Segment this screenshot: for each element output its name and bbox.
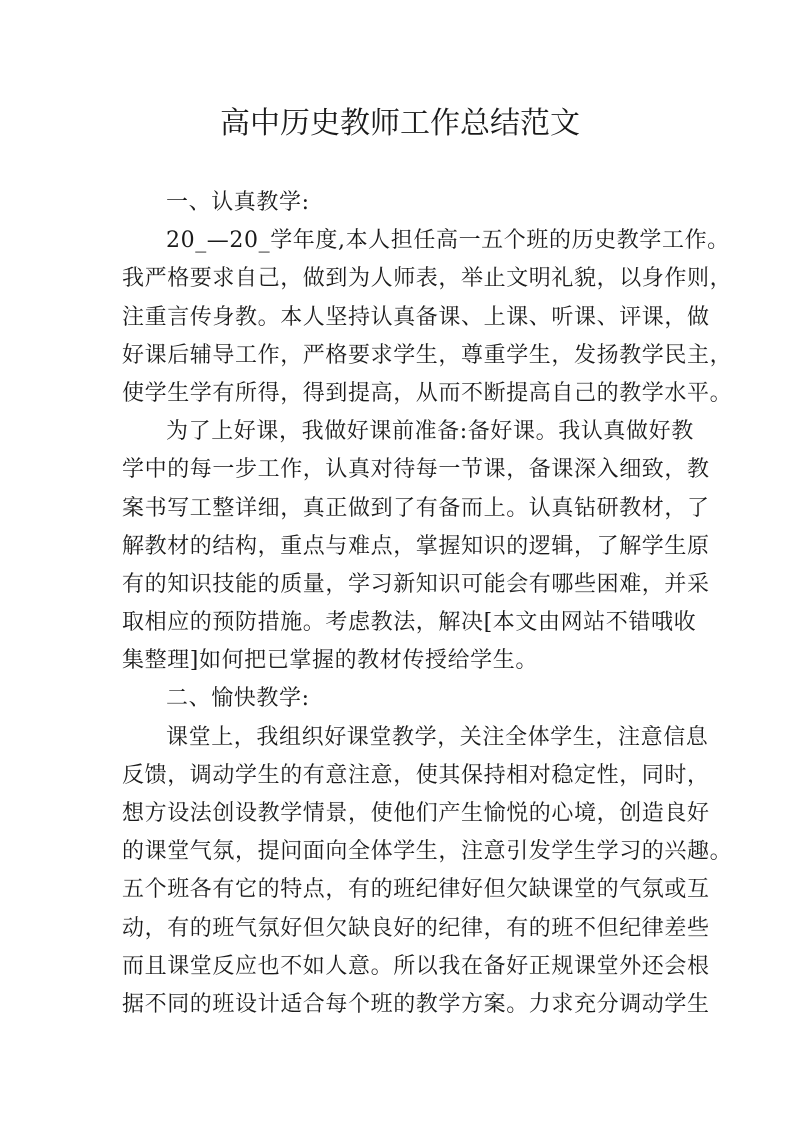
paragraph-line: 课堂上，我组织好课堂教学，关注全体学生，注意信息 <box>166 724 709 750</box>
paragraph-line: 动，有的班气氛好但欠缺良好的纪律，有的班不但纪律差些 <box>122 915 710 941</box>
paragraph-line: 而且课堂反应也不如人意。所以我在备好正规课堂外还会根 <box>122 953 710 979</box>
paragraph-line: 取相应的预防措施。考虑教法，解决[本文由网站不错哦收 <box>122 610 697 636</box>
paragraph-line: 使学生学有所得，得到提高，从而不断提高自己的教学水平。 <box>122 380 733 406</box>
paragraph-line: 反馈，调动学生的有意注意，使其保持相对稳定性，同时， <box>122 762 710 788</box>
document-body <box>122 184 733 1024</box>
paragraph-line: 想方设法创设教学情景，使他们产生愉悦的心境，创造良好 <box>122 801 710 826</box>
paragraph-line: 案书写工整详细，真正做到了有备而上。认真钻研教材，了 <box>122 495 710 521</box>
paragraph-line: 学中的每一步工作，认真对待每一节课，备课深入细致，教 <box>122 457 710 483</box>
section-heading: 一、认真教学: <box>166 190 310 215</box>
paragraph-line: 据不同的班设计适合每个班的教学方案。力求充分调动学生 <box>122 991 710 1017</box>
paragraph-line: 为了上好课，我做好课前准备:备好课。我认真做好教 <box>166 419 694 445</box>
paragraph-line: 好课后辅导工作，严格要求学生，尊重学生，发扬教学民主， <box>122 342 733 368</box>
paragraph-line: 的课堂气氛，提问面向全体学生，注意引发学生学习的兴趣。 <box>122 839 733 865</box>
document-title: 高中历史教师工作总结范文 <box>220 106 580 141</box>
paragraph-line: 有的知识技能的质量，学习新知识可能会有哪些困难，并采 <box>122 571 710 597</box>
paragraph-line: 注重言传身教。本人坚持认真备课、上课、听课、评课，做 <box>122 304 710 330</box>
paragraph-line: 我严格要求自己，做到为人师表，举止文明礼貌，以身作则， <box>122 266 733 292</box>
paragraph-line: 集整理]如何把已掌握的教材传授给学生。 <box>122 648 538 674</box>
paragraph-line: 解教材的结构，重点与难点，掌握知识的逻辑，了解学生原 <box>122 533 710 559</box>
paragraph-line: 20_—20_学年度,本人担任高一五个班的历史教学工作。 <box>166 228 730 254</box>
paragraph-line: 五个班各有它的特点，有的班纪律好但欠缺课堂的气氛或互 <box>122 877 710 903</box>
section-heading: 二、愉快教学: <box>166 686 310 712</box>
